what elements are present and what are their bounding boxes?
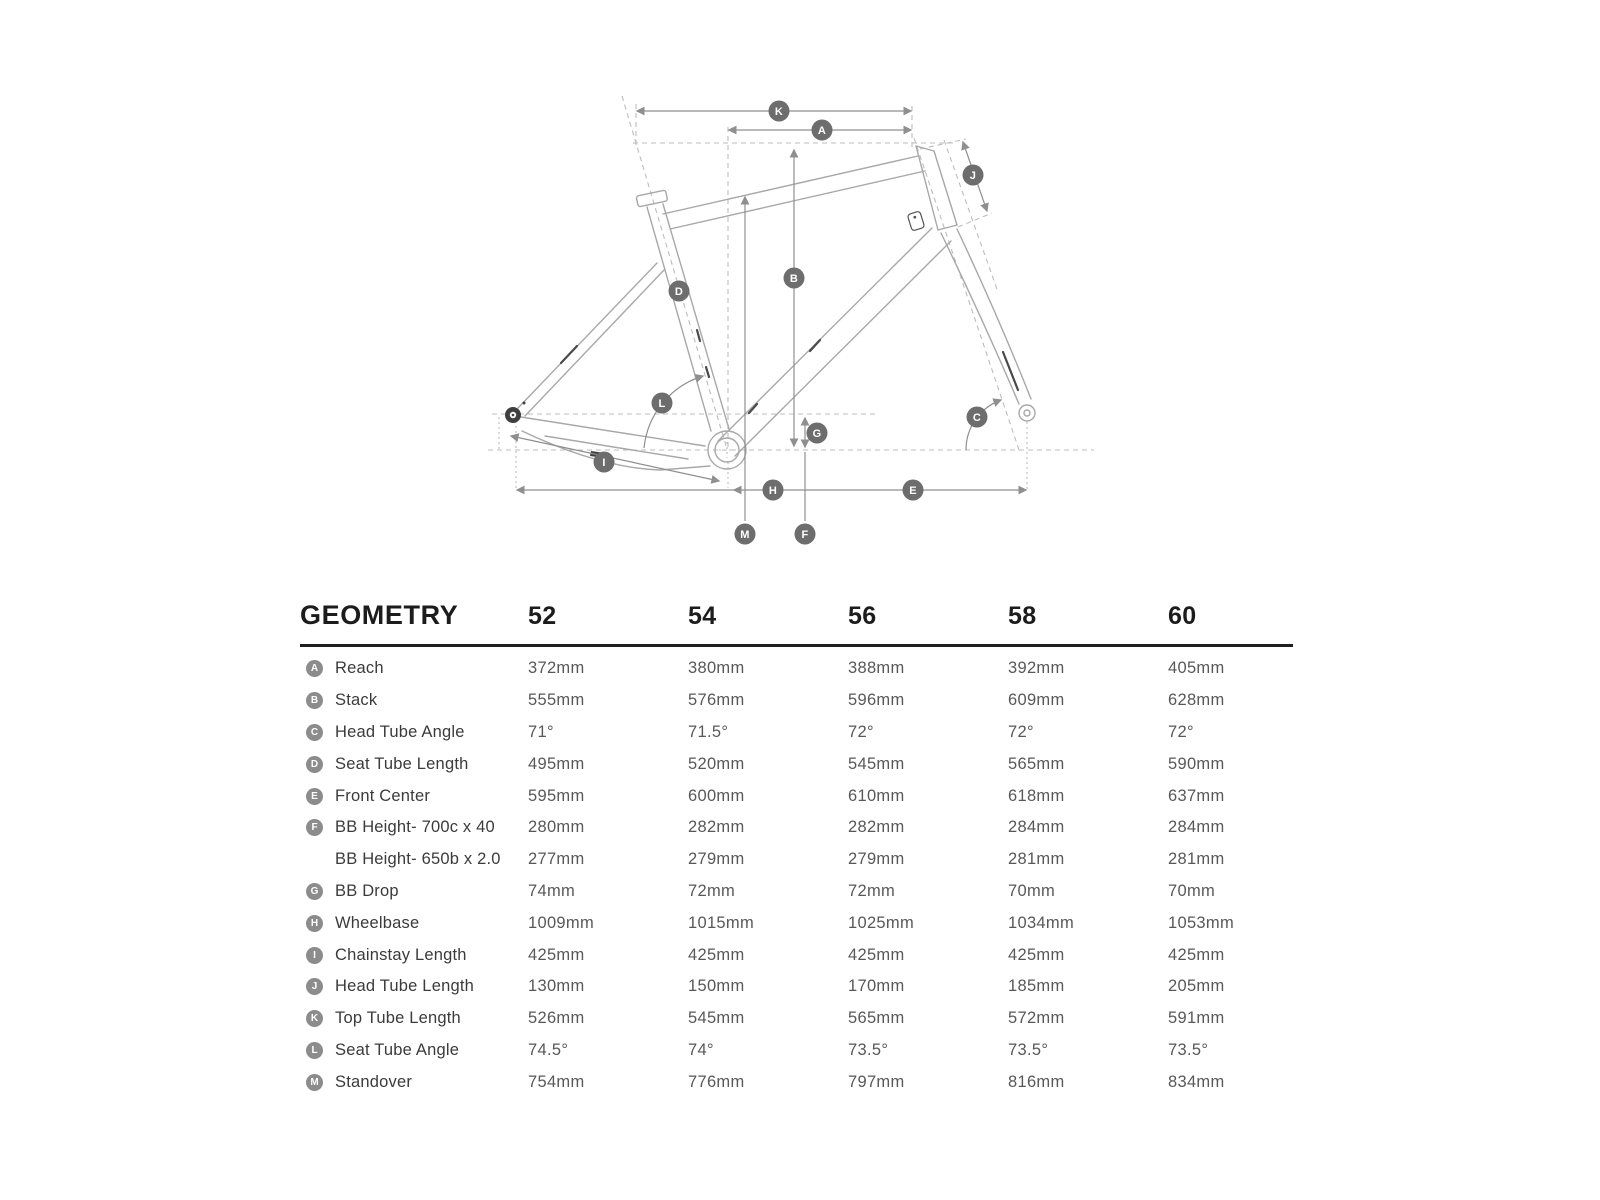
row-value-58: 72° <box>1008 722 1034 741</box>
row-value-54: 520mm <box>688 754 745 773</box>
row-letter-badge: J <box>306 978 323 995</box>
row-label: Head Tube Length <box>335 977 474 996</box>
row-value-60: 281mm <box>1168 850 1225 869</box>
row-value-54: 282mm <box>688 818 745 837</box>
row-label: Head Tube Angle <box>335 722 465 741</box>
marker-C <box>967 407 988 428</box>
table-row <box>300 971 1330 1003</box>
table-row <box>300 939 1330 971</box>
row-letter-badge: L <box>306 1042 323 1059</box>
row-label: Stack <box>335 691 378 710</box>
marker-L <box>652 393 673 414</box>
row-label-cell <box>300 850 528 869</box>
row-label-cell <box>300 882 528 901</box>
row-value-56: 170mm <box>848 977 905 996</box>
table-row <box>300 653 1330 685</box>
marker-H-label: H <box>768 484 778 497</box>
marker-K-label: K <box>774 105 784 118</box>
marker-B <box>784 268 805 289</box>
row-value-58: 281mm <box>1008 850 1065 869</box>
size-header-58: 58 <box>1008 602 1037 630</box>
marker-I <box>594 452 615 473</box>
table-row <box>300 812 1330 844</box>
marker-A <box>812 120 833 141</box>
row-value-52: 71° <box>528 722 554 741</box>
diagram-markers <box>594 101 988 545</box>
row-value-56: 610mm <box>848 786 905 805</box>
row-value-54: 576mm <box>688 691 745 710</box>
row-letter-badge: E <box>306 788 323 805</box>
row-value-54: 74° <box>688 1040 714 1059</box>
row-label-cell <box>300 723 528 742</box>
row-label: Reach <box>335 659 384 678</box>
row-label-cell <box>300 1041 528 1060</box>
row-value-60: 70mm <box>1168 881 1216 900</box>
table-row <box>300 780 1330 812</box>
row-value-54: 279mm <box>688 850 745 869</box>
row-label-cell <box>300 977 528 996</box>
marker-B-label: B <box>789 272 799 285</box>
row-value-56: 425mm <box>848 945 905 964</box>
row-label-cell <box>300 691 528 710</box>
row-value-58: 816mm <box>1008 1072 1065 1091</box>
bike-frame-diagram <box>0 0 1600 560</box>
row-label: Seat Tube Length <box>335 754 469 773</box>
row-value-60: 590mm <box>1168 754 1225 773</box>
frame-badge <box>907 211 924 231</box>
table-row <box>300 1066 1330 1098</box>
row-label: Top Tube Length <box>335 1009 461 1028</box>
row-label: BB Height- 700c x 40 <box>335 818 495 837</box>
row-value-52: 74.5° <box>528 1040 569 1059</box>
row-label: Front Center <box>335 786 431 805</box>
marker-K <box>769 101 790 122</box>
geometry-table-header <box>300 583 1293 647</box>
row-value-58: 1034mm <box>1008 913 1074 932</box>
marker-A-label: A <box>817 124 827 137</box>
table-title: GEOMETRY <box>300 600 459 630</box>
size-header-60: 60 <box>1168 602 1197 630</box>
front-dropout <box>1019 405 1035 421</box>
row-value-58: 73.5° <box>1008 1040 1049 1059</box>
row-letter-badge: B <box>306 692 323 709</box>
table-row <box>300 876 1330 908</box>
row-value-52: 74mm <box>528 881 576 900</box>
size-header-52: 52 <box>528 602 557 630</box>
marker-L-label: L <box>658 397 666 410</box>
marker-D <box>669 281 690 302</box>
row-value-58: 565mm <box>1008 754 1065 773</box>
row-value-52: 425mm <box>528 945 585 964</box>
row-value-54: 71.5° <box>688 722 729 741</box>
row-label-cell <box>300 787 528 806</box>
row-value-60: 425mm <box>1168 945 1225 964</box>
row-value-60: 72° <box>1168 722 1194 741</box>
row-value-54: 150mm <box>688 977 745 996</box>
table-row <box>300 1003 1330 1035</box>
row-value-56: 565mm <box>848 1009 905 1028</box>
row-label: BB Height- 650b x 2.0 <box>335 850 501 869</box>
row-value-58: 425mm <box>1008 945 1065 964</box>
row-value-58: 392mm <box>1008 659 1065 678</box>
row-value-52: 130mm <box>528 977 585 996</box>
row-value-58: 609mm <box>1008 691 1065 710</box>
marker-H <box>763 480 784 501</box>
marker-I-label: I <box>602 456 606 469</box>
row-label: Wheelbase <box>335 913 420 932</box>
frame-outline <box>505 146 1035 470</box>
marker-C-label: C <box>972 411 982 424</box>
row-value-60: 628mm <box>1168 691 1225 710</box>
row-value-52: 754mm <box>528 1072 585 1091</box>
row-value-60: 284mm <box>1168 818 1225 837</box>
row-value-56: 1025mm <box>848 913 914 932</box>
table-row <box>300 844 1330 876</box>
table-row <box>300 748 1330 780</box>
table-row <box>300 717 1330 749</box>
marker-M-label: M <box>740 528 750 541</box>
table-row <box>300 907 1330 939</box>
row-value-58: 618mm <box>1008 786 1065 805</box>
row-label: Seat Tube Angle <box>335 1040 460 1059</box>
row-label-cell <box>300 1073 528 1092</box>
size-header-54: 54 <box>688 602 717 630</box>
marker-F <box>795 524 816 545</box>
row-value-58: 70mm <box>1008 881 1056 900</box>
rear-dropout <box>505 402 526 424</box>
row-label: Chainstay Length <box>335 945 467 964</box>
row-label-cell <box>300 946 528 965</box>
row-value-56: 797mm <box>848 1072 905 1091</box>
row-letter-badge: A <box>306 660 323 677</box>
measurement-lines <box>511 111 1026 521</box>
row-value-60: 205mm <box>1168 977 1225 996</box>
marker-E <box>903 480 924 501</box>
marker-E-label: E <box>909 484 917 497</box>
row-value-52: 495mm <box>528 754 585 773</box>
row-label: BB Drop <box>335 881 399 900</box>
row-value-58: 284mm <box>1008 818 1065 837</box>
row-value-54: 545mm <box>688 1009 745 1028</box>
marker-G <box>807 423 828 444</box>
row-letter-badge: K <box>306 1010 323 1027</box>
row-value-56: 596mm <box>848 691 905 710</box>
row-label-cell <box>300 914 528 933</box>
row-label-cell <box>300 755 528 774</box>
marker-D-label: D <box>674 285 684 298</box>
size-header-56: 56 <box>848 602 877 630</box>
marker-F-label: F <box>801 528 809 541</box>
construction-lines <box>488 96 1094 489</box>
row-value-56: 282mm <box>848 818 905 837</box>
table-row <box>300 685 1330 717</box>
row-value-54: 776mm <box>688 1072 745 1091</box>
row-value-56: 73.5° <box>848 1040 889 1059</box>
row-value-60: 637mm <box>1168 786 1225 805</box>
row-value-54: 1015mm <box>688 913 754 932</box>
row-value-52: 280mm <box>528 818 585 837</box>
geometry-table-body <box>300 653 1330 1098</box>
row-value-56: 72° <box>848 722 874 741</box>
geometry-diagram <box>0 0 1600 560</box>
row-value-60: 1053mm <box>1168 913 1234 932</box>
marker-J <box>963 165 984 186</box>
row-letter-badge: G <box>306 883 323 900</box>
marker-G-label: G <box>812 427 822 440</box>
row-letter-badge: F <box>306 819 323 836</box>
row-value-52: 1009mm <box>528 913 594 932</box>
row-value-56: 388mm <box>848 659 905 678</box>
row-label-cell <box>300 1009 528 1028</box>
geometry-table <box>300 583 1330 1098</box>
row-letter-badge: H <box>306 915 323 932</box>
row-value-56: 545mm <box>848 754 905 773</box>
row-letter-badge: C <box>306 724 323 741</box>
row-value-52: 277mm <box>528 850 585 869</box>
row-value-58: 572mm <box>1008 1009 1065 1028</box>
row-value-54: 380mm <box>688 659 745 678</box>
row-value-52: 555mm <box>528 691 585 710</box>
row-value-52: 372mm <box>528 659 585 678</box>
marker-J-label: J <box>969 169 977 182</box>
row-value-58: 185mm <box>1008 977 1065 996</box>
row-value-60: 405mm <box>1168 659 1225 678</box>
row-label-cell <box>300 818 528 837</box>
row-value-56: 279mm <box>848 850 905 869</box>
row-value-56: 72mm <box>848 881 896 900</box>
row-value-60: 591mm <box>1168 1009 1225 1028</box>
row-letter-badge: M <box>306 1074 323 1091</box>
row-letter-badge: D <box>306 756 323 773</box>
row-value-54: 72mm <box>688 881 736 900</box>
row-label: Standover <box>335 1072 413 1091</box>
marker-M <box>735 524 756 545</box>
row-value-60: 73.5° <box>1168 1040 1209 1059</box>
row-value-60: 834mm <box>1168 1072 1225 1091</box>
row-value-54: 600mm <box>688 786 745 805</box>
row-value-52: 526mm <box>528 1009 585 1028</box>
row-value-52: 595mm <box>528 786 585 805</box>
table-row <box>300 1035 1330 1067</box>
row-label-cell <box>300 659 528 678</box>
row-letter-badge: I <box>306 947 323 964</box>
row-value-54: 425mm <box>688 945 745 964</box>
